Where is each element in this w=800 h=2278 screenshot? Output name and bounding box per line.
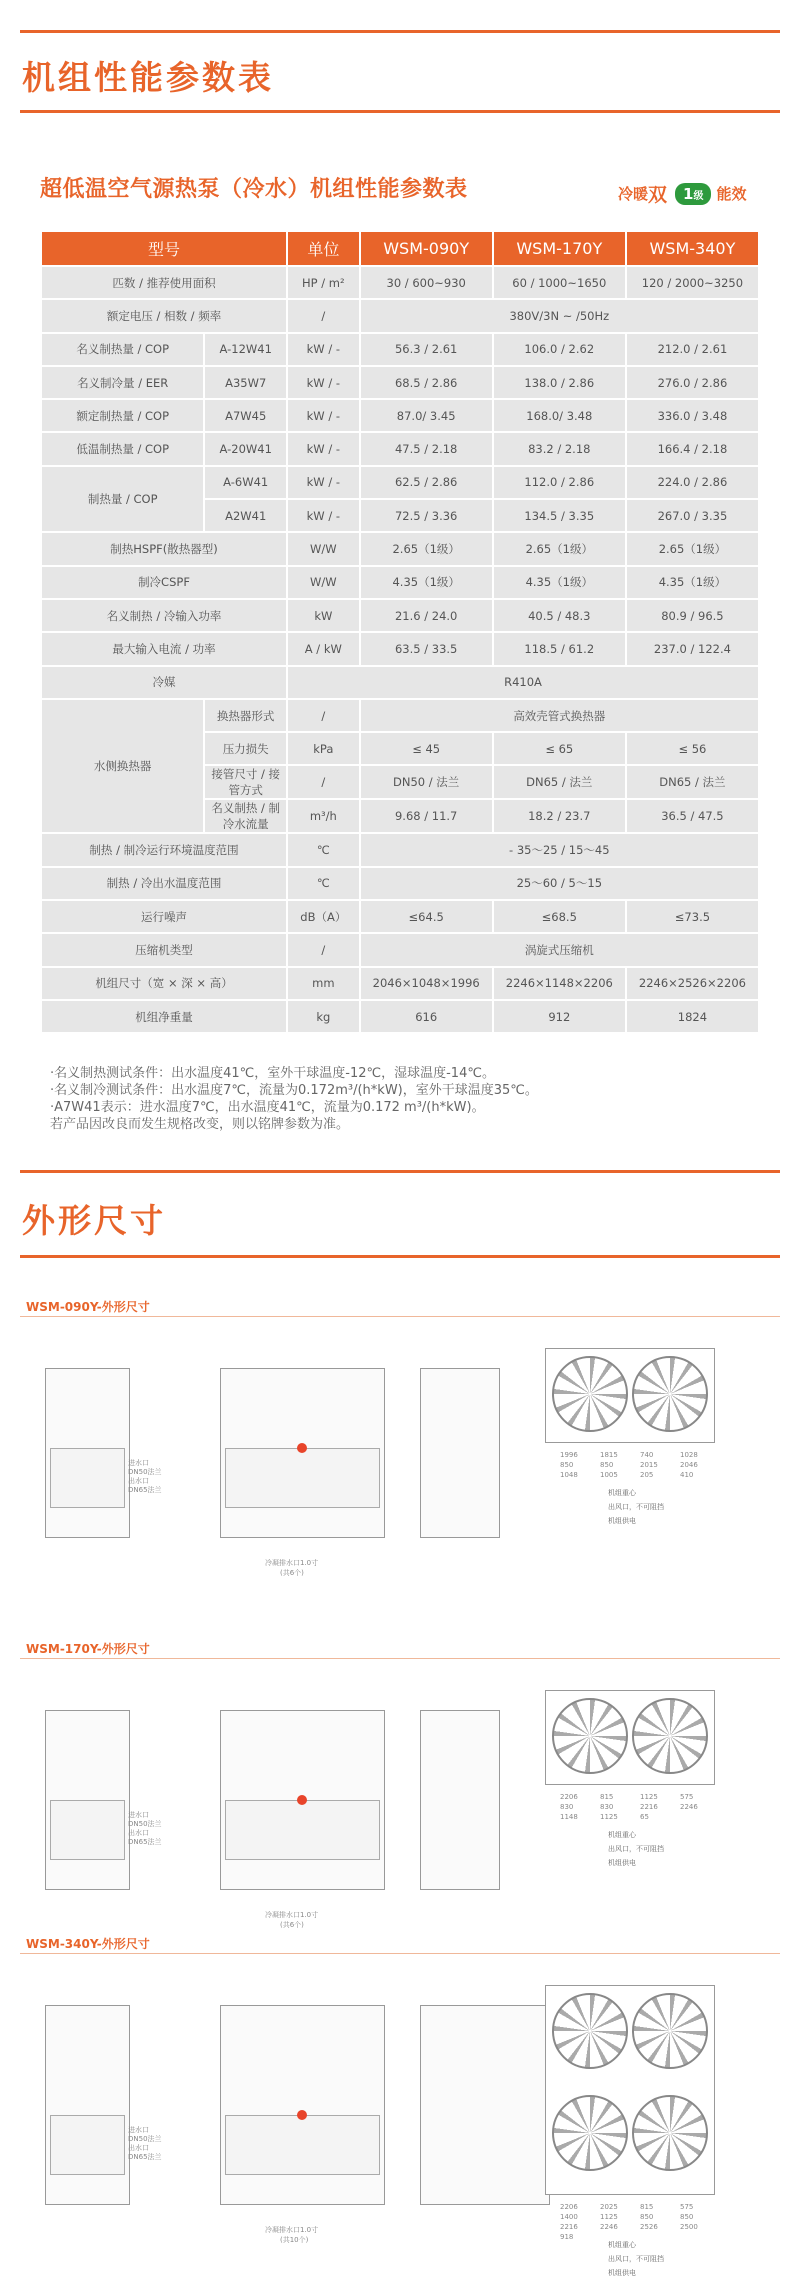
row-label: 名义制冷量 / EER bbox=[42, 367, 203, 398]
table-row bbox=[42, 968, 758, 999]
row-value: 涡旋式压缩机 bbox=[361, 934, 758, 965]
row-unit: kW / - bbox=[288, 334, 359, 365]
unit-side-panel bbox=[50, 2115, 125, 2175]
row-value: DN50 / 法兰 bbox=[361, 766, 492, 798]
table-row bbox=[42, 567, 758, 598]
pipe-label: 进水口 bbox=[128, 1811, 149, 1819]
dimension-divider bbox=[20, 1316, 780, 1317]
fan-icon bbox=[552, 1356, 628, 1432]
dimension-label: 1005 bbox=[600, 1471, 618, 1479]
table-row bbox=[42, 334, 758, 365]
dimension-title: WSM-170Y-外形尺寸 bbox=[26, 1642, 150, 1656]
dimension-label: 575 bbox=[680, 1793, 694, 1801]
dimension-label: 1125 bbox=[600, 1813, 618, 1821]
center-of-gravity-icon bbox=[297, 1443, 307, 1453]
notes bbox=[50, 1065, 538, 1133]
dimension-label: 2015 bbox=[640, 1461, 658, 1469]
dimension-label: 1148 bbox=[560, 1813, 578, 1821]
header2-top-line bbox=[20, 1170, 780, 1173]
row-value: 36.5 / 47.5 bbox=[627, 800, 758, 832]
row-label: 机组净重量 bbox=[42, 1001, 286, 1032]
fan-icon bbox=[632, 2095, 708, 2171]
row-unit: m³/h bbox=[288, 800, 359, 832]
dimension-label: 850 bbox=[560, 1461, 574, 1469]
row-value: 30 / 600~930 bbox=[361, 267, 492, 298]
row-value: 2.65（1级） bbox=[627, 533, 758, 564]
dimension-label: 1028 bbox=[680, 1451, 698, 1459]
row-value: 62.5 / 2.86 bbox=[361, 467, 492, 498]
spec-table bbox=[40, 230, 760, 1034]
row-label: 冷媒 bbox=[42, 667, 286, 698]
table-row bbox=[42, 400, 758, 431]
row-value: ≤ 45 bbox=[361, 733, 492, 764]
row-unit: kW / - bbox=[288, 367, 359, 398]
unit-front-panel bbox=[225, 1800, 380, 1860]
header-cell: WSM-340Y bbox=[627, 232, 758, 265]
row-value: 134.5 / 3.35 bbox=[494, 500, 625, 531]
dimension-label: 2526 bbox=[640, 2223, 658, 2231]
dimension-label: 850 bbox=[600, 1461, 614, 1469]
row-value: - 35～25 / 15～45 bbox=[361, 834, 758, 865]
row-label: 压缩机类型 bbox=[42, 934, 286, 965]
unit-side-panel bbox=[50, 1448, 125, 1508]
row-label: 低温制热量 / COP bbox=[42, 433, 203, 464]
row-label: 名义制热 / 冷输入功率 bbox=[42, 600, 286, 631]
row-unit: kW / - bbox=[288, 500, 359, 531]
dimension-label: 2025 bbox=[600, 2203, 618, 2211]
row-value: 336.0 / 3.48 bbox=[627, 400, 758, 431]
section2-title: 外形尺寸 bbox=[22, 1201, 166, 1240]
table-row bbox=[42, 433, 758, 464]
row-value: 60 / 1000~1650 bbox=[494, 267, 625, 298]
dimension-label: 918 bbox=[560, 2233, 574, 2241]
row-value: 120 / 2000~3250 bbox=[627, 267, 758, 298]
unit-front-view bbox=[220, 2005, 385, 2205]
pipe-label: 出水口 bbox=[128, 1829, 149, 1837]
row-value: DN65 / 法兰 bbox=[627, 766, 758, 798]
pipe-label: DN50法兰 bbox=[128, 2135, 162, 2143]
row-value: 9.68 / 11.7 bbox=[361, 800, 492, 832]
dimension-label: 850 bbox=[640, 2213, 654, 2221]
legend-item: 机组供电 bbox=[608, 2269, 636, 2277]
row-value: 212.0 / 2.61 bbox=[627, 334, 758, 365]
header2-bottom-line bbox=[20, 1255, 780, 1258]
row-value: 267.0 / 3.35 bbox=[627, 500, 758, 531]
dimension-title: WSM-340Y-外形尺寸 bbox=[26, 1937, 150, 1951]
row-condition: A35W7 bbox=[205, 367, 286, 398]
row-value: ≤ 65 bbox=[494, 733, 625, 764]
row-unit: ℃ bbox=[288, 868, 359, 899]
row-value: 47.5 / 2.18 bbox=[361, 433, 492, 464]
fan-icon bbox=[552, 1698, 628, 1774]
row-value: 4.35（1级） bbox=[494, 567, 625, 598]
row-value: 106.0 / 2.62 bbox=[494, 334, 625, 365]
drain-label: 冷凝排水口1.0寸 bbox=[265, 1911, 319, 1919]
legend-item: 出风口，不可阻挡 bbox=[608, 1503, 664, 1511]
unit-side-view bbox=[45, 2005, 130, 2205]
pipe-label: 出水口 bbox=[128, 2144, 149, 2152]
row-value: 912 bbox=[494, 1001, 625, 1032]
dimension-label: 815 bbox=[640, 2203, 654, 2211]
badge-big: 双 bbox=[648, 184, 668, 206]
row-label: 压力损失 bbox=[205, 733, 286, 764]
table-row bbox=[42, 700, 758, 731]
header-cell: WSM-090Y bbox=[361, 232, 492, 265]
row-value: 2.65（1级） bbox=[361, 533, 492, 564]
table-row bbox=[42, 600, 758, 631]
row-unit: / bbox=[288, 700, 359, 731]
unit-front-panel bbox=[225, 2115, 380, 2175]
dimension-label: 2046 bbox=[680, 1461, 698, 1469]
dimension-label: 830 bbox=[560, 1803, 574, 1811]
row-value: 118.5 / 61.2 bbox=[494, 633, 625, 664]
row-label: 换热器形式 bbox=[205, 700, 286, 731]
unit-side-panel bbox=[50, 1800, 125, 1860]
row-value: ≤73.5 bbox=[627, 901, 758, 932]
unit-back-view bbox=[420, 1710, 500, 1890]
table-row bbox=[42, 633, 758, 664]
row-value: 21.6 / 24.0 bbox=[361, 600, 492, 631]
section-title: 机组性能参数表 bbox=[22, 58, 274, 97]
row-label: 名义制热量 / COP bbox=[42, 334, 203, 365]
row-label: 运行噪声 bbox=[42, 901, 286, 932]
row-value: 4.35（1级） bbox=[361, 567, 492, 598]
row-value: 237.0 / 122.4 bbox=[627, 633, 758, 664]
dimension-label: 65 bbox=[640, 1813, 649, 1821]
row-unit: kW bbox=[288, 600, 359, 631]
row-label: 制热HSPF(散热器型) bbox=[42, 533, 286, 564]
drain-count: (共6个) bbox=[280, 1921, 304, 1929]
badge-suffix: 能效 bbox=[716, 185, 747, 203]
pipe-label: DN50法兰 bbox=[128, 1820, 162, 1828]
row-value: 166.4 / 2.18 bbox=[627, 433, 758, 464]
note-line: 若产品因改良而发生规格改变，则以铭牌参数为准。 bbox=[50, 1117, 350, 1132]
row-label: 额定电压 / 相数 / 频率 bbox=[42, 300, 286, 331]
unit-back-view bbox=[420, 2005, 550, 2205]
row-value: 276.0 / 2.86 bbox=[627, 367, 758, 398]
unit-back-view bbox=[420, 1368, 500, 1538]
note-line: ·A7W41表示：进水温度7℃，出水温度41℃，流量为0.172 m³/(h*kW)。 bbox=[50, 1100, 485, 1115]
dimension-label: 2216 bbox=[640, 1803, 658, 1811]
row-value: 2.65（1级） bbox=[494, 533, 625, 564]
row-value: 4.35（1级） bbox=[627, 567, 758, 598]
legend-item: 机组重心 bbox=[608, 1489, 636, 1497]
row-value: 2246×2526×2206 bbox=[627, 968, 758, 999]
row-value: 616 bbox=[361, 1001, 492, 1032]
row-value: 87.0/ 3.45 bbox=[361, 400, 492, 431]
row-unit: W/W bbox=[288, 567, 359, 598]
row-label: 最大输入电流 / 功率 bbox=[42, 633, 286, 664]
row-label: 制热 / 冷出水温度范围 bbox=[42, 868, 286, 899]
row-label: 额定制热量 / COP bbox=[42, 400, 203, 431]
pipe-label: 进水口 bbox=[128, 2126, 149, 2134]
row-value: 72.5 / 3.36 bbox=[361, 500, 492, 531]
row-value: ≤64.5 bbox=[361, 901, 492, 932]
row-condition: A-12W41 bbox=[205, 334, 286, 365]
table-row bbox=[42, 901, 758, 932]
row-condition: A7W45 bbox=[205, 400, 286, 431]
pipe-label: DN50法兰 bbox=[128, 1468, 162, 1476]
drain-label: 冷凝排水口1.0寸 bbox=[265, 1559, 319, 1567]
row-unit: mm bbox=[288, 968, 359, 999]
header-cell: 型号 bbox=[42, 232, 286, 265]
row-condition: A-20W41 bbox=[205, 433, 286, 464]
row-value: 83.2 / 2.18 bbox=[494, 433, 625, 464]
dimension-label: 740 bbox=[640, 1451, 654, 1459]
badge-prefix: 冷暖 bbox=[618, 185, 649, 203]
table-row bbox=[42, 868, 758, 899]
legend-item: 机组供电 bbox=[608, 1859, 636, 1867]
row-value: ≤68.5 bbox=[494, 901, 625, 932]
row-value: 80.9 / 96.5 bbox=[627, 600, 758, 631]
legend-item: 出风口，不可阻挡 bbox=[608, 2255, 664, 2263]
row-condition: A-6W41 bbox=[205, 467, 286, 498]
row-unit: ℃ bbox=[288, 834, 359, 865]
row-unit: kW / - bbox=[288, 400, 359, 431]
pipe-label: DN65法兰 bbox=[128, 1838, 162, 1846]
table-row bbox=[42, 934, 758, 965]
pipe-label: 出水口 bbox=[128, 1477, 149, 1485]
header-bottom-line bbox=[20, 110, 780, 113]
row-value: 40.5 / 48.3 bbox=[494, 600, 625, 631]
row-unit: W/W bbox=[288, 533, 359, 564]
unit-front-panel bbox=[225, 1448, 380, 1508]
row-unit: kW / - bbox=[288, 433, 359, 464]
header-cell: 单位 bbox=[288, 232, 359, 265]
row-value: 138.0 / 2.86 bbox=[494, 367, 625, 398]
drain-count: (共6个) bbox=[280, 1569, 304, 1577]
table-title: 超低温空气源热泵（冷水）机组性能参数表 bbox=[40, 177, 468, 202]
row-unit: kPa bbox=[288, 733, 359, 764]
dimension-label: 2246 bbox=[680, 1803, 698, 1811]
row-unit: / bbox=[288, 300, 359, 331]
row-group-label: 水侧换热器 bbox=[42, 700, 203, 833]
dimension-label: 1125 bbox=[600, 2213, 618, 2221]
row-value: 168.0/ 3.48 bbox=[494, 400, 625, 431]
row-value: 2246×1148×2206 bbox=[494, 968, 625, 999]
dimension-title: WSM-090Y-外形尺寸 bbox=[26, 1300, 150, 1314]
dimension-label: 1996 bbox=[560, 1451, 578, 1459]
row-label: 制热量 / COP bbox=[42, 467, 203, 532]
energy-badge bbox=[618, 180, 746, 207]
row-value: 380V/3N ~ /50Hz bbox=[361, 300, 758, 331]
header-cell: WSM-170Y bbox=[494, 232, 625, 265]
dimension-divider bbox=[20, 1658, 780, 1659]
row-value: DN65 / 法兰 bbox=[494, 766, 625, 798]
header-top-line bbox=[20, 30, 780, 33]
row-label: 机组尺寸（宽 × 深 × 高） bbox=[42, 968, 286, 999]
row-unit: kW / - bbox=[288, 467, 359, 498]
dimension-divider bbox=[20, 1953, 780, 1954]
pipe-label: 进水口 bbox=[128, 1459, 149, 1467]
row-value: 1824 bbox=[627, 1001, 758, 1032]
row-value: 112.0 / 2.86 bbox=[494, 467, 625, 498]
table-row bbox=[42, 834, 758, 865]
fan-icon bbox=[632, 1356, 708, 1432]
fan-icon bbox=[632, 1698, 708, 1774]
pipe-label: DN65法兰 bbox=[128, 2153, 162, 2161]
row-unit: dB（A） bbox=[288, 901, 359, 932]
table-row bbox=[42, 467, 758, 498]
dimension-label: 2500 bbox=[680, 2223, 698, 2231]
dimension-label: 2206 bbox=[560, 1793, 578, 1801]
row-label: 名义制热 / 制冷水流量 bbox=[205, 800, 286, 832]
row-value: 68.5 / 2.86 bbox=[361, 367, 492, 398]
legend-item: 机组重心 bbox=[608, 2241, 636, 2249]
row-unit: kg bbox=[288, 1001, 359, 1032]
dimension-label: 1048 bbox=[560, 1471, 578, 1479]
table-row bbox=[42, 533, 758, 564]
row-value: 63.5 / 33.5 bbox=[361, 633, 492, 664]
drain-label: 冷凝排水口1.0寸 bbox=[265, 2226, 319, 2234]
dimension-label: 1400 bbox=[560, 2213, 578, 2221]
drain-count: (共10个) bbox=[280, 2236, 309, 2244]
legend-item: 出风口，不可阻挡 bbox=[608, 1845, 664, 1853]
legend-item: 机组供电 bbox=[608, 1517, 636, 1525]
row-condition: A2W41 bbox=[205, 500, 286, 531]
dimension-label: 575 bbox=[680, 2203, 694, 2211]
row-label: 匹数 / 推荐使用面积 bbox=[42, 267, 286, 298]
row-label: 制热 / 制冷运行环境温度范围 bbox=[42, 834, 286, 865]
legend-item: 机组重心 bbox=[608, 1831, 636, 1839]
pipe-label: DN65法兰 bbox=[128, 1486, 162, 1494]
row-label: 制冷CSPF bbox=[42, 567, 286, 598]
dimension-label: 2216 bbox=[560, 2223, 578, 2231]
dimension-label: 1815 bbox=[600, 1451, 618, 1459]
dimension-label: 205 bbox=[640, 1471, 654, 1479]
table-row bbox=[42, 267, 758, 298]
fan-icon bbox=[552, 1993, 628, 2069]
table-row bbox=[42, 667, 758, 698]
row-value: 18.2 / 23.7 bbox=[494, 800, 625, 832]
row-unit: / bbox=[288, 934, 359, 965]
dimension-label: 830 bbox=[600, 1803, 614, 1811]
table-row bbox=[42, 1001, 758, 1032]
note-line: ·名义制冷测试条件：出水温度7℃，流量为0.172m³/(h*kW)，室外干球温度35℃。 bbox=[50, 1083, 538, 1098]
dimension-label: 850 bbox=[680, 2213, 694, 2221]
dimension-label: 1125 bbox=[640, 1793, 658, 1801]
row-value: R410A bbox=[288, 667, 758, 698]
table-row bbox=[42, 367, 758, 398]
row-label: 接管尺寸 / 接管方式 bbox=[205, 766, 286, 798]
dimension-label: 2246 bbox=[600, 2223, 618, 2231]
center-of-gravity-icon bbox=[297, 1795, 307, 1805]
dimension-label: 410 bbox=[680, 1471, 694, 1479]
row-value: 2046×1048×1996 bbox=[361, 968, 492, 999]
row-value: 224.0 / 2.86 bbox=[627, 467, 758, 498]
badge-level: 1级 bbox=[675, 183, 711, 205]
fan-icon bbox=[552, 2095, 628, 2171]
dimension-label: 2206 bbox=[560, 2203, 578, 2211]
row-unit: HP / m² bbox=[288, 267, 359, 298]
fan-icon bbox=[632, 1993, 708, 2069]
row-value: ≤ 56 bbox=[627, 733, 758, 764]
note-line: ·名义制热测试条件：出水温度41℃，室外干球温度-12℃，湿球温度-14℃。 bbox=[50, 1066, 495, 1081]
dimension-label: 815 bbox=[600, 1793, 614, 1801]
row-unit: A / kW bbox=[288, 633, 359, 664]
row-unit: / bbox=[288, 766, 359, 798]
row-value: 高效壳管式换热器 bbox=[361, 700, 758, 731]
row-value: 56.3 / 2.61 bbox=[361, 334, 492, 365]
table-row bbox=[42, 300, 758, 331]
table-header-row bbox=[42, 232, 758, 265]
row-value: 25～60 / 5～15 bbox=[361, 868, 758, 899]
center-of-gravity-icon bbox=[297, 2110, 307, 2120]
